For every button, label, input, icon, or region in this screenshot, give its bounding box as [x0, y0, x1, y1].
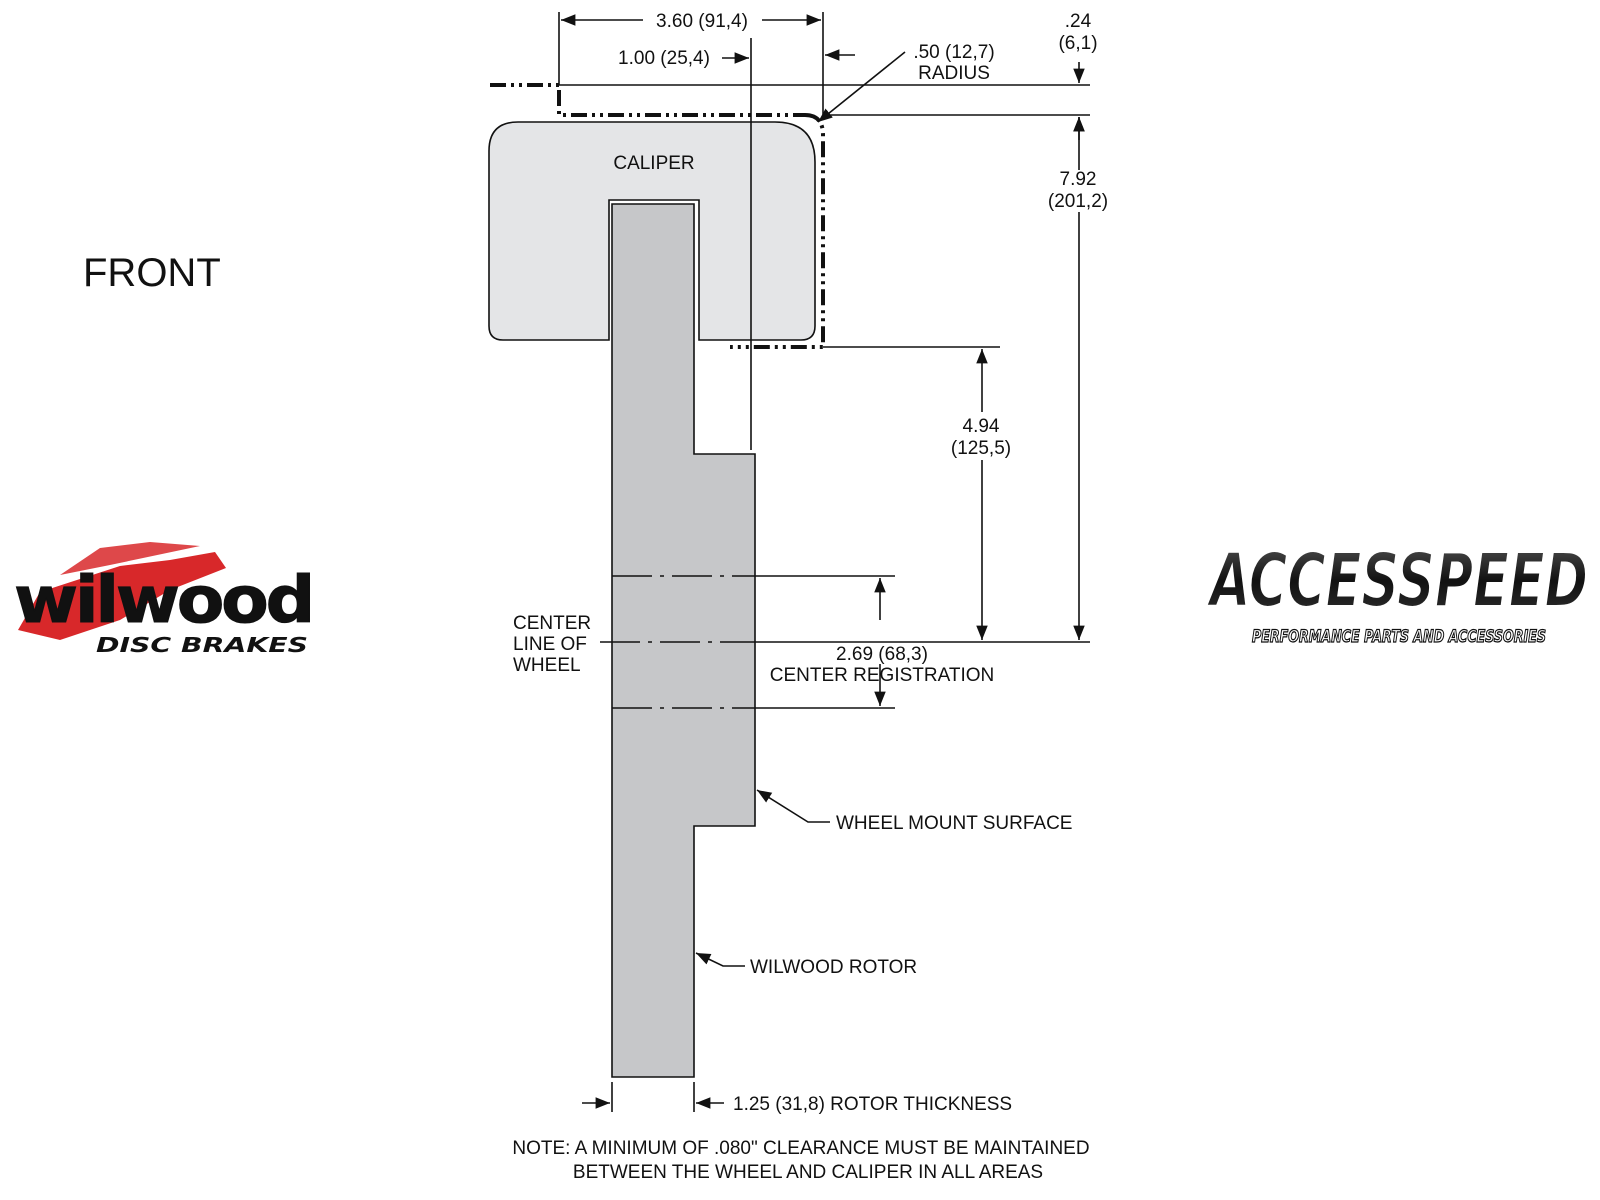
wilwood-logo-main: wilwood [14, 564, 312, 638]
accesspeed-logo [1206, 538, 1588, 647]
dim-total-height-in: 7.92 [1059, 169, 1097, 190]
dim-lower-height-mm: (125,5) [950, 438, 1012, 459]
callout-wheel-mount: WHEEL MOUNT SURFACE [836, 813, 1073, 834]
callout-center-line-3: WHEEL [513, 655, 581, 676]
dim-overall-width: 3.60 (91,4) [656, 11, 748, 32]
accesspeed-logo-sub: PERFORMANCE PARTS AND ACCESSORIES [1252, 627, 1546, 647]
dim-top-gap-in: .24 [1064, 11, 1092, 32]
callout-center-line-2: LINE OF [513, 634, 587, 655]
wilwood-logo [14, 542, 312, 657]
accesspeed-logo-main: ACCESSPEED [1206, 538, 1588, 624]
dim-radius-value: .50 (12,7) [913, 42, 995, 63]
note-line-1: NOTE: A MINIMUM OF .080" CLEARANCE MUST BE MAINTAINED [512, 1138, 1090, 1159]
callout-center-line-1: CENTER [513, 613, 592, 634]
dim-center-reg-value: 2.69 (68,3) [836, 644, 928, 665]
dim-radius-word: RADIUS [918, 63, 990, 84]
dim-inner-offset: 1.00 (25,4) [618, 48, 710, 69]
dim-rotor-thickness: 1.25 (31,8) ROTOR THICKNESS [733, 1094, 1013, 1115]
view-label: FRONT [83, 251, 221, 295]
note-line-2: BETWEEN THE WHEEL AND CALIPER IN ALL AREAS [572, 1162, 1044, 1183]
dim-lower-height-in: 4.94 [962, 416, 1000, 437]
dim-top-gap-mm: (6,1) [1058, 33, 1098, 54]
caliper-label: CALIPER [613, 153, 695, 174]
callout-rotor: WILWOOD ROTOR [750, 957, 918, 978]
dim-center-reg-word: CENTER REGISTRATION [769, 665, 995, 686]
dim-total-height-mm: (201,2) [1047, 191, 1109, 212]
wilwood-logo-sub: DISC BRAKES [96, 633, 308, 657]
